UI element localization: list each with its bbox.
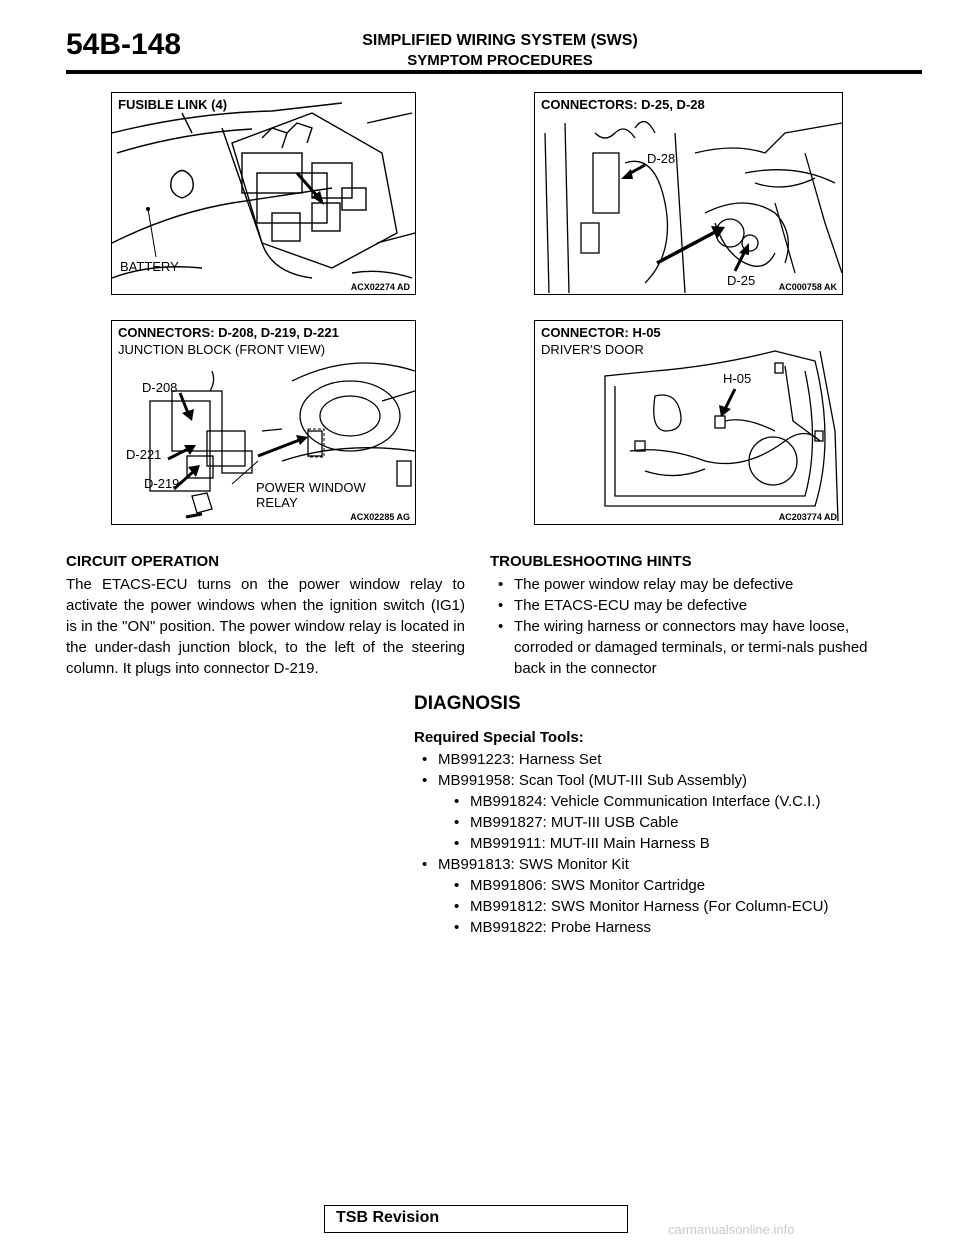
figure-code: ACX02274 AD xyxy=(350,282,410,292)
label-d208: D-208 xyxy=(142,380,178,395)
list-item: • MB991911: MUT-III Main Harness B xyxy=(414,833,894,854)
label-battery: BATTERY xyxy=(120,259,179,274)
label-power-window: POWER WINDOW xyxy=(256,480,366,495)
diagnosis-heading: DIAGNOSIS xyxy=(414,693,521,714)
watermark: carmanualsonline.info xyxy=(668,1222,795,1237)
list-item: • MB991824: Vehicle Communication Interface (V.C.I.) xyxy=(414,791,894,812)
special-tools-heading: Required Special Tools: xyxy=(414,729,584,746)
list-item: • The ETACS-ECU may be defective xyxy=(490,595,890,616)
figure-junction-block xyxy=(111,320,416,525)
figure-subcaption: DRIVER'S DOOR xyxy=(541,342,644,357)
list-item: • The power window relay may be defective xyxy=(490,574,890,595)
page-number: 54B-148 xyxy=(66,28,182,61)
list-item: • MB991827: MUT-III USB Cable xyxy=(414,812,894,833)
special-tools-list xyxy=(414,749,894,938)
list-item: • MB991812: SWS Monitor Harness (For Column-ECU) xyxy=(414,896,894,917)
section-subtitle: SYMPTOM PROCEDURES xyxy=(407,52,593,69)
figure-caption: FUSIBLE LINK (4) xyxy=(118,97,228,112)
list-item: • MB991223: Harness Set xyxy=(414,749,894,770)
label-h05: H-05 xyxy=(723,371,752,386)
header-rule xyxy=(66,70,922,74)
figure-caption: CONNECTORS: D-208, D-219, D-221 xyxy=(118,325,339,340)
list-item: • MB991813: SWS Monitor Kit xyxy=(414,854,894,875)
list-item: • MB991822: Probe Harness xyxy=(414,917,894,938)
figure-code: AC203774 AD xyxy=(778,512,837,522)
list-item: • MB991958: Scan Tool (MUT-III Sub Assembly) xyxy=(414,770,894,791)
figure-code: ACX02285 AG xyxy=(350,512,410,522)
dash-connectors-illustration xyxy=(535,93,842,294)
section-title: SIMPLIFIED WIRING SYSTEM (SWS) xyxy=(362,32,638,49)
figure-drivers-door xyxy=(534,320,843,525)
troubleshooting-hints-list xyxy=(490,574,890,679)
figure-caption: CONNECTORS: D-25, D-28 xyxy=(541,97,705,112)
figure-fusible-link xyxy=(111,92,416,295)
tsb-revision-label: TSB Revision xyxy=(336,1209,440,1226)
label-d28: D-28 xyxy=(647,151,676,166)
label-relay: RELAY xyxy=(256,495,298,510)
label-d219: D-219 xyxy=(144,476,180,491)
figure-subcaption: JUNCTION BLOCK (FRONT VIEW) xyxy=(118,342,326,357)
figure-code: AC000758 AK xyxy=(778,282,837,292)
label-d25: D-25 xyxy=(727,273,756,288)
figure-caption: CONNECTOR: H-05 xyxy=(541,325,661,340)
troubleshooting-hints-heading: TROUBLESHOOTING HINTS xyxy=(490,553,692,570)
list-item: • The wiring harness or connectors may have loose, corroded or damaged terminals, or termi-nals pushed back in the connector xyxy=(490,616,890,679)
label-d221: D-221 xyxy=(126,447,162,462)
circuit-operation-heading: CIRCUIT OPERATION xyxy=(66,553,220,570)
list-item: • MB991806: SWS Monitor Cartridge xyxy=(414,875,894,896)
figure-connectors-d25-d28 xyxy=(534,92,843,295)
circuit-operation-text: The ETACS-ECU turns on the power window relay to activate the power windows when the ignition switch (IG1) is in the "ON" position. The power window relay is located in the under-dash junction block, to the left of the steering column. It plugs into connector D-219. xyxy=(66,576,465,677)
